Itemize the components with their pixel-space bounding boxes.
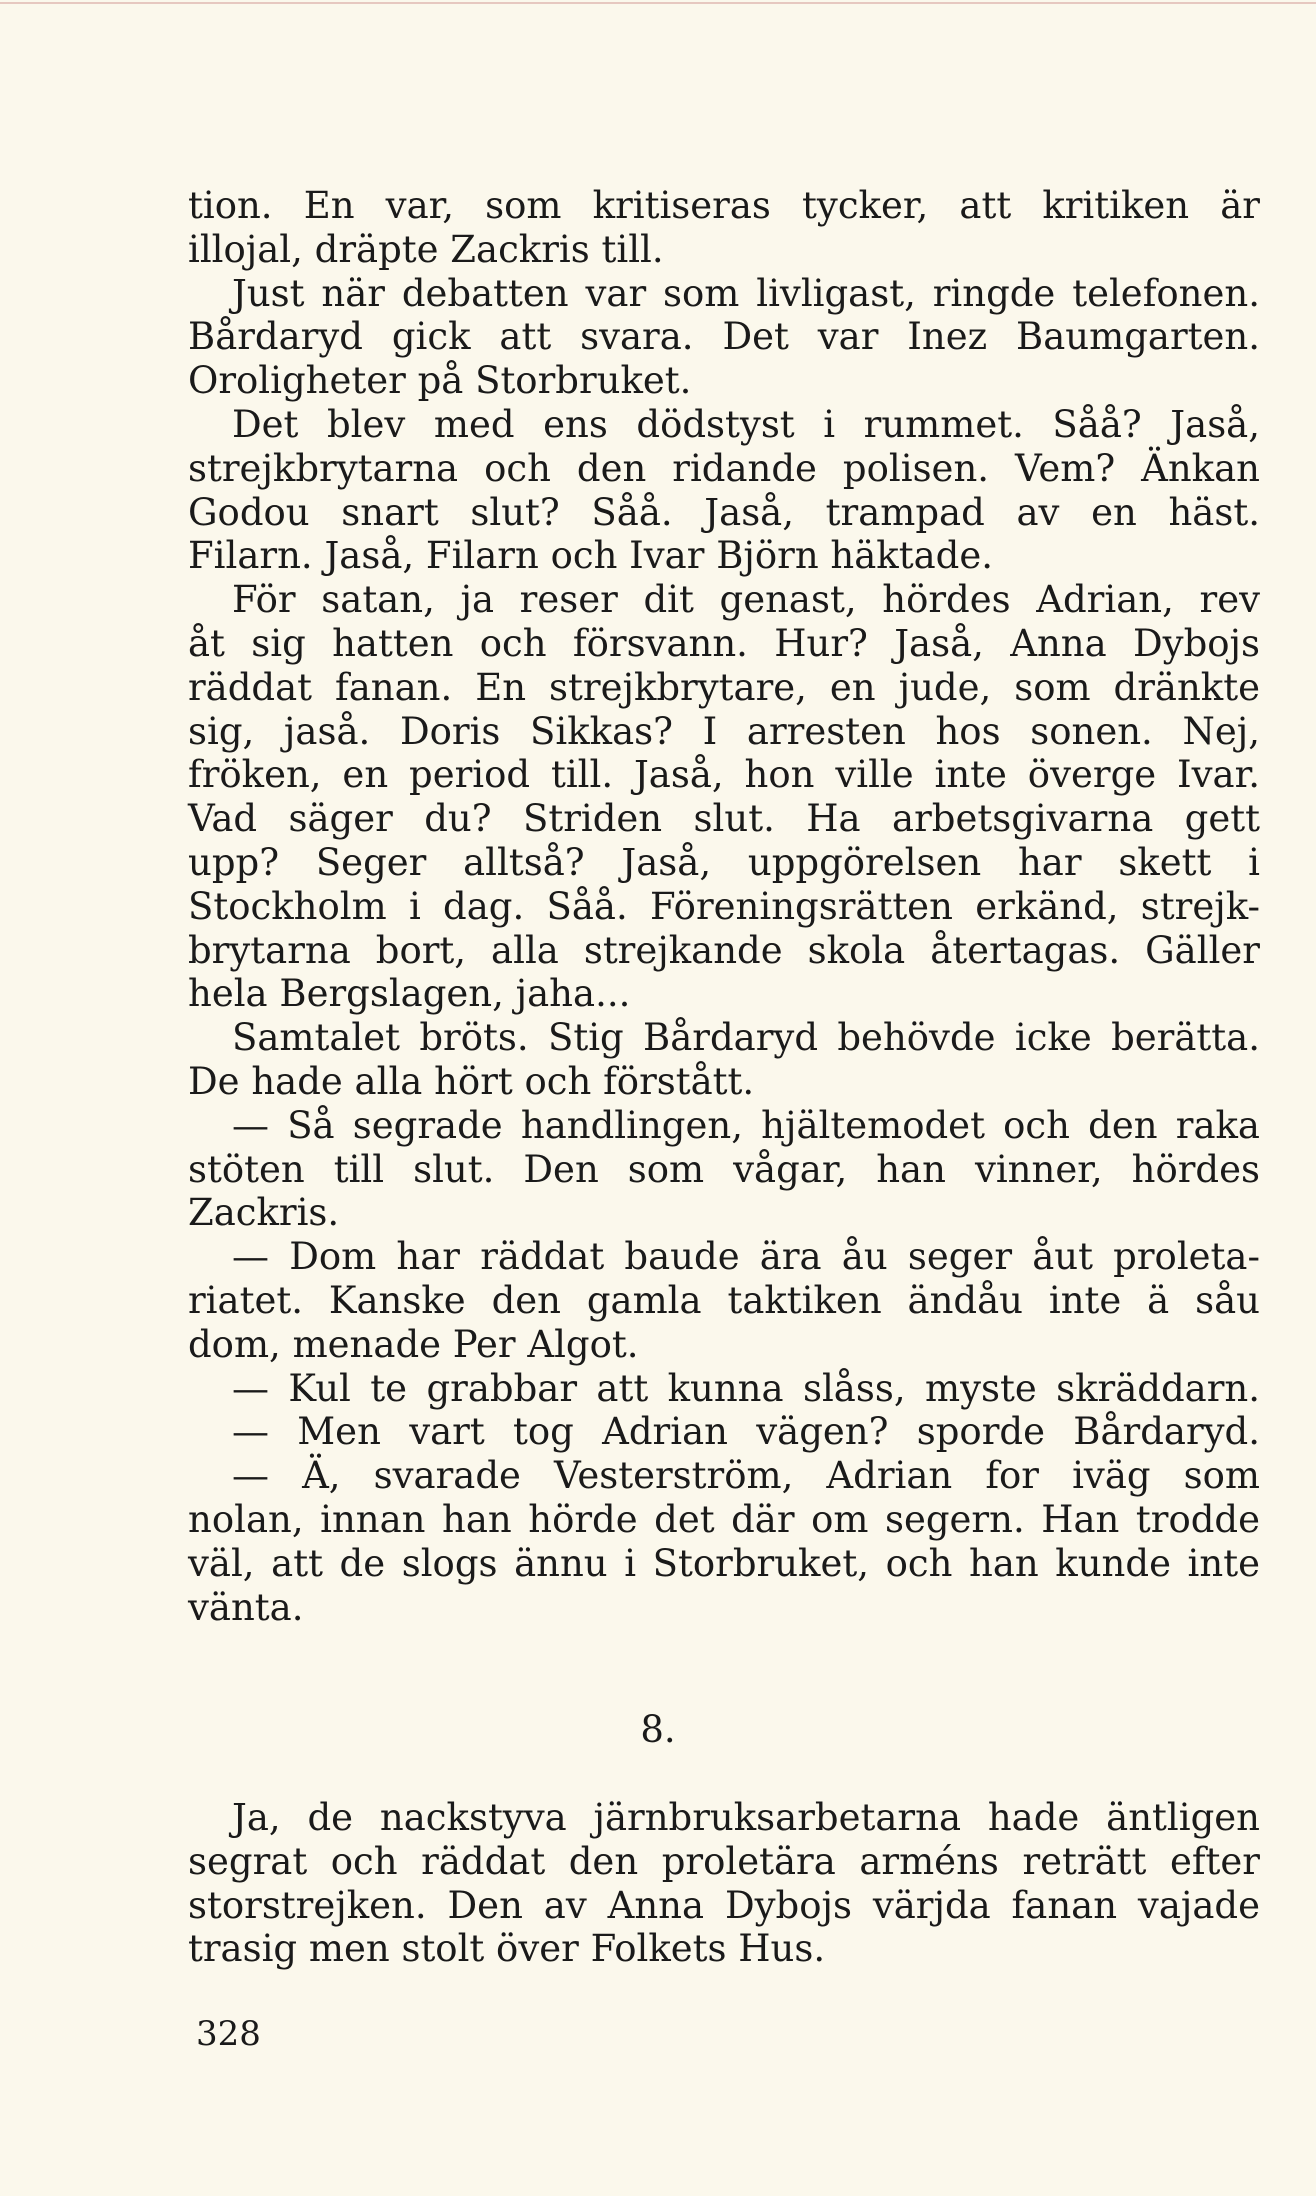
text-line: tion. En var, som kritiseras tycker, att kritiken är [188, 184, 1260, 227]
text-line: brytarna bort, alla strejkande skola återtagas. Gäller [188, 928, 1260, 972]
text-line: riatet. Kanske den gamla taktiken ändåu inte ä såu [188, 1278, 1260, 1322]
text-line: väl, att de slogs ännu i Storbruket, och han kunde inte [188, 1541, 1260, 1585]
text-line: — Dom har räddat baude ära åu seger åut proleta- [232, 1235, 1260, 1279]
text-line: Samtalet bröts. Stig Bårdaryd behövde icke berätta. [232, 1016, 1260, 1060]
page-top-edge [0, 2, 1316, 4]
text-line: — Ä, svarade Vesterström, Adrian for iväg som [232, 1454, 1260, 1498]
text-line: strejkbrytarna och den ridande polisen. Vem? Änkan [188, 446, 1260, 490]
text-line: segrat och räddat den proletära arméns reträtt efter [188, 1839, 1260, 1883]
text-line: De hade alla hört och förstått. [188, 1059, 755, 1103]
text-line: Zackris. [188, 1191, 340, 1235]
text-line: fröken, en period till. Jaså, hon ville inte överge Ivar. [188, 753, 1260, 797]
text-line: Oroligheter på Storbruket. [188, 359, 692, 403]
text-line: hela Bergslagen, jaha... [188, 972, 631, 1016]
chapter-heading: 8. [640, 1708, 676, 1751]
text-line: Godou snart slut? Såå. Jaså, trampad av en häst. [188, 490, 1260, 534]
text-line: sig, jaså. Doris Sikkas? I arresten hos sonen. Nej, [188, 709, 1260, 753]
text-line: Stockholm i dag. Såå. Föreningsrätten erkänd, strejk- [188, 884, 1260, 928]
text-line: För satan, ja reser dit genast, hördes Adrian, rev [232, 578, 1260, 622]
text-line: räddat fanan. En strejkbrytare, en jude, som dränkte [188, 665, 1260, 709]
body-text [188, 184, 1260, 1629]
text-line: — Men vart tog Adrian vägen? sporde Bårdaryd. [232, 1410, 1260, 1454]
text-line: Ja, de nackstyva järnbruksarbetarna hade äntligen [232, 1796, 1260, 1839]
text-line: trasig men stolt över Folkets Hus. [188, 1927, 826, 1971]
chapter-text [188, 1796, 1260, 1971]
text-line: upp? Seger alltså? Jaså, uppgörelsen har skett i [188, 840, 1260, 884]
text-line: — Kul te grabbar att kunna slåss, myste skräddarn. [232, 1366, 1260, 1410]
text-line: nolan, innan han hörde det där om segern. Han trodde [188, 1497, 1260, 1541]
text-line: Filarn. Jaså, Filarn och Ivar Björn häktade. [188, 534, 993, 578]
page-number: 328 [196, 2014, 261, 2054]
text-line: Bårdaryd gick att svara. Det var Inez Baumgarten. [188, 315, 1260, 359]
text-line: stöten till slut. Den som vågar, han vinner, hördes [188, 1147, 1260, 1191]
text-line: åt sig hatten och försvann. Hur? Jaså, Anna Dybojs [188, 621, 1260, 665]
text-line: dom, menade Per Algot. [188, 1322, 639, 1366]
text-line: Just när debatten var som livligast, ringde telefonen. [232, 271, 1260, 315]
text-line: — Så segrade handlingen, hjältemodet och den raka [232, 1103, 1260, 1147]
text-line: vänta. [188, 1585, 304, 1629]
text-line: Vad säger du? Striden slut. Ha arbetsgivarna gett [188, 797, 1260, 841]
text-line: illojal, dräpte Zackris till. [188, 227, 664, 271]
text-line: Det blev med ens dödstyst i rummet. Såå? Jaså, [232, 402, 1260, 446]
text-line: storstrejken. Den av Anna Dybojs värjda fanan vajade [188, 1883, 1260, 1927]
